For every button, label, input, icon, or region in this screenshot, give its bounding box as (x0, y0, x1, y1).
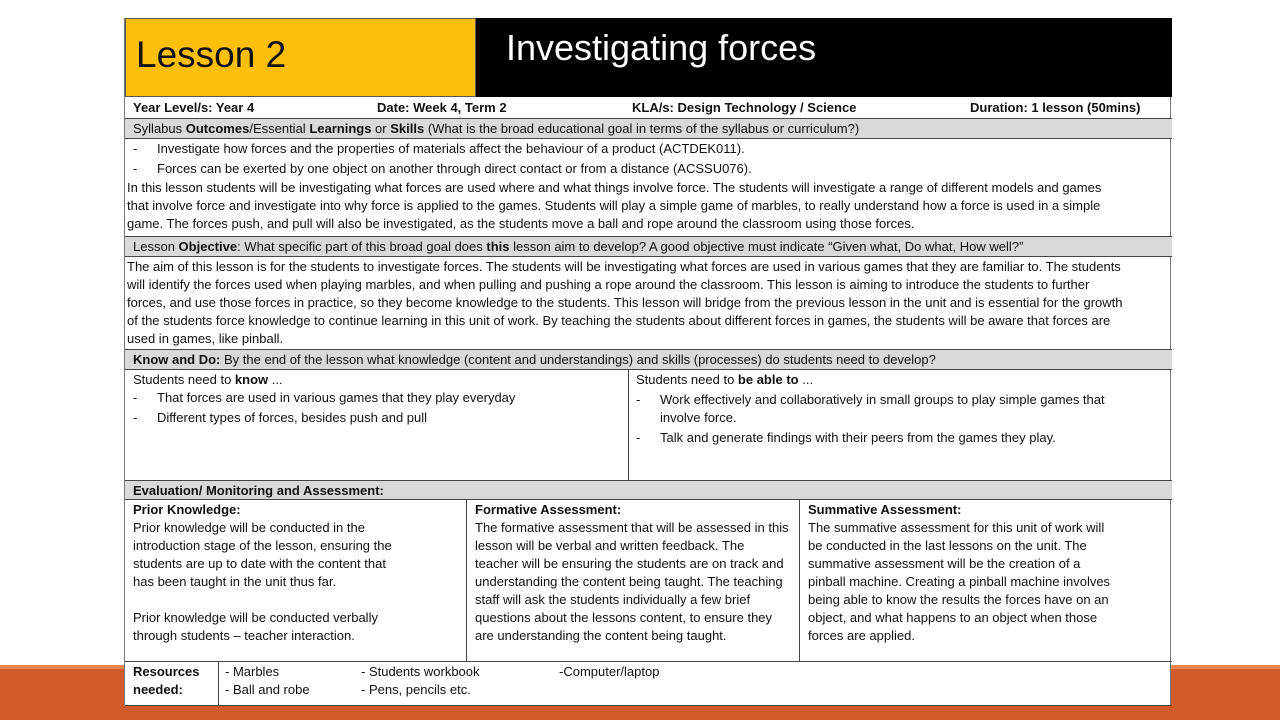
evaluation-heading-row (125, 480, 1172, 500)
lesson-title: Investigating forces (506, 27, 817, 68)
resource-item: - Ball and robe (225, 682, 310, 697)
summative-line: summative assessment will be the creation of a (808, 556, 1081, 571)
prior-knowledge-line: Prior knowledge will be conducted in the (133, 520, 365, 535)
do-heading: Students need to be able to ... (636, 372, 814, 387)
prior-knowledge-line: has been taught in the unit thus far. (133, 574, 337, 589)
syllabus-heading-row (125, 118, 1172, 139)
evaluation-heading: Evaluation/ Monitoring and Assessment: (133, 483, 384, 498)
resource-item: - Marbles (225, 664, 280, 679)
summative-line: pinball machine. Creating a pinball machine involves (808, 574, 1111, 589)
prior-knowledge-line: students are up to date with the content that (133, 556, 386, 571)
lesson-number: Lesson 2 (136, 34, 287, 75)
kla: KLA/s: Design Technology / Science (632, 100, 857, 115)
formative-line: The formative assessment that will be assessed in this (475, 520, 789, 535)
date: Date: Week 4, Term 2 (377, 100, 507, 115)
resource-item: - Students workbook (361, 664, 480, 679)
resource-item: - Pens, pencils etc. (361, 682, 471, 697)
know-do-heading-row (125, 349, 1172, 370)
formative-line: understanding the content being taught. The teaching (475, 574, 783, 589)
meta-row (125, 97, 1172, 118)
know-do-divider (628, 370, 629, 480)
prior-knowledge-line: introduction stage of the lesson, ensuring the (133, 538, 392, 553)
resources-label-2: needed: (133, 682, 183, 697)
formative-title: Formative Assessment: (475, 502, 622, 517)
formative-line: teacher will be ensuring the students are on track and (475, 556, 784, 571)
syllabus-heading: Syllabus Outcomes/Essential Learnings or Skills (What is the broad educational goal in terms of the syllabus or curriculum?) (133, 121, 860, 136)
summative-line: be conducted in the last lessons on the unit. The (808, 538, 1087, 553)
lesson-header (125, 18, 1172, 97)
lesson-plan-document: Lesson 2 Investigating forces Year Level/s: Year 4 Date: Week 4, Term 2 KLA/s: Design Technology / Science Duration: 1 lesson (50mins) Syllabus Outcomes/Essential Learnings or Skills (What is the broad educational goal in terms of the syllabus or curriculum?) - Investigate how forces and the properties of materials affect the behaviour of a product (ACTDEK011). - Forces can be exerted by one object on another through direct contact or from a distance (ACSSU076). In this lesson students will be investigating what forces are used where and what things involve force. The students will investigate a range of different models and games that involve force and investigate into why force is applied to the games. Students will play a simple game of marbles, to really understand how a force is used in a simple game. The forces push, and pull will also be investigated, as the students move a ball and rope around the classroom using those forces. Lesson Objective: What specific part of this broad goal does this lesson aim to develop? A good objective must indicate “Given what, Do what, How well?” The aim of this lesson is for the students to investigate forces. The students will be investigating what forces are used in various games that they are familiar to. The students will identify the forces used when playing marbles, and when pulling and pushing a rope around the classroom. This lesson is aiming to introduce the students to further forces, and use those forces in practice, so they become knowledge to the students. This lesson will bridge from the previous lesson in the unit and is essential for the growth of the students force knowledge to continue learning in this unit of work. By teaching the students about different forces in games, the students will be aware that forces are used in games, like pinball. Know and Do: By the end of the lesson what knowledge (content and understandings) and skills (processes) do students need to develop? Students need to know ... - That forces are used in various games that they play everyday - Different types of forces, besides push and pull Students need to be able to ... - Work effectively and collaboratively in small groups to play simple games that involve force. - Talk and generate findings with their peers from the games they play. Evaluation/ Monitoring and Assessment: Prior Knowledge: Prior knowledge will be conducted in the introduction stage of the lesson, ensuring the students are up to date with the content that has been taught in the unit thus far. Prior knowledge will be conducted verbally through students – teacher interaction. Formative Assessment: The formative assessment that will be assessed in this lesson will be verbal and written feedback. The teacher will be ensuring the students are on track and understanding the content being taught. The teaching staff will ask the students individually a few brief questions about the lessons content, to ensure they are understanding the content being taught. Summative Assessment: The summative assessment for this unit of work will be conducted in the last lessons on the unit. The summative assessment will be the creation of a pinball machine. Creating a pinball machine involves being able to know the results the forces have on an object, and what happens to an object when those forces are applied. Resources needed: - Marbles - Ball and robe - Students workbook - Pens, pencils etc. -Computer/laptop (124, 18, 1171, 706)
know-heading: Students need to know ... (133, 372, 283, 387)
objective-text-line: The aim of this lesson is for the students to investigate forces. The students will be investigating what forces are used in various games that they are familiar to. The students (127, 259, 1121, 274)
summative-line: The summative assessment for this unit of work will (808, 520, 1105, 535)
lesson-number-box (125, 18, 476, 97)
syllabus-text-line: that involve force and investigate into why force is applied to the games. Students will play a simple game of marbles, to really understand how a force is used in a simple (127, 198, 1101, 213)
formative-line: questions about the lessons content, to ensure they (475, 610, 773, 625)
syllabus-text-line: game. The forces push, and pull will also be investigated, as the students move a ball and rope around the classroom using those forces. (127, 216, 915, 231)
know-do-heading: Know and Do: By the end of the lesson what knowledge (content and understandings) and skills (processes) do students need to develop? (133, 352, 936, 367)
formative-line: staff will ask the students individually a few brief (475, 592, 751, 607)
objective-text-line: forces, and use those forces in practice, so they become knowledge to the students. This lesson will bridge from the previous lesson in the unit and is essential for the growth (127, 295, 1123, 310)
year-level: Year Level/s: Year 4 (133, 100, 255, 115)
formative-line: lesson will be verbal and written feedback. The (475, 538, 745, 553)
objective-text-line: used in games, like pinball. (127, 331, 284, 346)
prior-formative-divider (466, 500, 467, 662)
objective-text-line: will identify the forces used when playing marbles, and when pulling and pushing a rope around the classroom. This lesson is aiming to introduce the students to further (127, 277, 1090, 292)
duration: Duration: 1 lesson (50mins) (970, 100, 1141, 115)
formative-line: are understanding the content being taught. (475, 628, 727, 643)
resource-item: -Computer/laptop (559, 664, 660, 679)
objective-text-line: of the students force knowledge to continue learning in this unit of work. By teaching the students about different forces in games, the students will be aware that forces are (127, 313, 1111, 328)
prior-knowledge-line: through students – teacher interaction. (133, 628, 355, 643)
summative-line: being able to know the results the forces have on an (808, 592, 1109, 607)
resources-label-divider (218, 662, 219, 705)
prior-knowledge-title: Prior Knowledge: (133, 502, 241, 517)
syllabus-text-line: In this lesson students will be investigating what forces are used where and what things involve force. The students will investigate a range of different models and games (127, 180, 1102, 195)
objective-heading: Lesson Objective: What specific part of this broad goal does this lesson aim to develop? A good objective must indicate “Given what, Do what, How well?” (133, 239, 1024, 254)
formative-summative-divider (799, 500, 800, 662)
summative-title: Summative Assessment: (808, 502, 962, 517)
summative-line: forces are applied. (808, 628, 915, 643)
resources-label: Resources (133, 664, 200, 679)
objective-heading-row (125, 236, 1172, 257)
prior-knowledge-line: Prior knowledge will be conducted verbally (133, 610, 378, 625)
summative-line: object, and what happens to an object when those (808, 610, 1098, 625)
lesson-title-box (476, 18, 1172, 97)
